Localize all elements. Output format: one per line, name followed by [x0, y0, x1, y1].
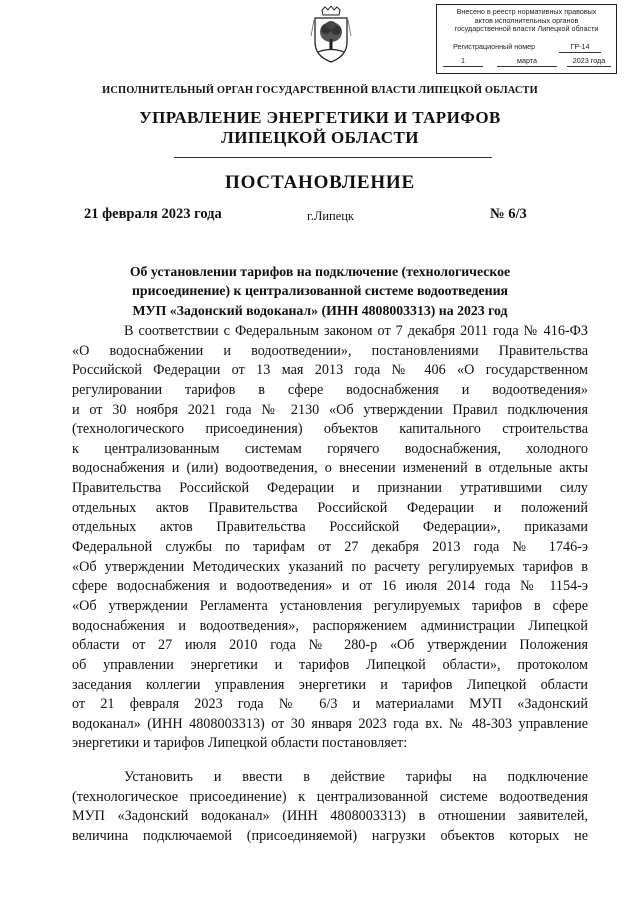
text-line: «Об утверждении Методических указаний по расчету регулируемых тарифов в	[72, 558, 588, 575]
paragraph-preamble	[72, 322, 588, 754]
text-line: области от 27 июля 2010 года № 280-р «Об утверждении Положения	[72, 637, 588, 654]
text-line: энергетики и тарифов Липецкой области постановляет:	[72, 735, 408, 752]
document-number: № 6/3	[490, 206, 527, 222]
text-line: «О водоснабжении и водоотведении», постановлениями Правительства	[72, 342, 588, 359]
text-line: отдельных актов Правительства Российской Федерации и положений	[72, 499, 588, 516]
text-line: заседания коллегии управления энергетики и тарифов Липецкой области	[72, 676, 588, 693]
stamp-line-1: Внесено в реестр нормативных правовых	[456, 7, 597, 16]
header-divider	[174, 157, 492, 158]
text-line: величина подключаемой (присоединяемой) нагрузки объектов которых не	[72, 827, 588, 844]
document-date: 21 февраля 2023 года	[84, 206, 222, 222]
department-name-line-2: ЛИПЕЦКОЙ ОБЛАСТИ	[221, 128, 419, 147]
text-line: об управлении энергетики и тарифов Липецкой области», протоколом	[72, 656, 588, 673]
stamp-year: 2023 года	[567, 57, 611, 67]
text-line: и от 30 ноября 2021 года № 2130 «Об утверждении Правил подключения	[72, 401, 588, 418]
text-line: (технологического присоединения) объектов капитального строительства	[72, 421, 588, 438]
coat-of-arms-icon	[310, 6, 352, 64]
authority-name: ИСПОЛНИТЕЛЬНЫЙ ОРГАН ГОСУДАРСТВЕННОЙ ВЛАСТИ ЛИПЕЦКОЙ ОБЛАСТИ	[102, 85, 538, 96]
text-line: к централизованным системам горячего водоснабжения, холодного	[72, 440, 588, 457]
title-line: присоединение) к централизованной системе водоотведения	[131, 283, 509, 299]
title-line: Об установлении тарифов на подключение (технологическое	[129, 264, 511, 279]
text-line: Российской Федерации от 13 мая 2013 года № 406 «О государственном	[72, 362, 588, 379]
text-line: водоснабжения и водоотведения», распоряжением администрации Липецкой	[72, 617, 588, 634]
text-line: Установить и ввести в действие тарифы на подключение	[124, 769, 588, 785]
text-line: водоснабжения и (или) водоотведения, о внесении изменений в отдельные акты	[72, 460, 588, 477]
stamp-reg-number: ГР-14	[559, 43, 601, 53]
title-line: МУП «Задонский водоканал» (ИНН 4808003313) на 2023 год	[132, 302, 508, 318]
document-type: ПОСТАНОВЛЕНИЕ	[225, 172, 415, 193]
registry-stamp	[436, 4, 617, 74]
document-title	[80, 262, 560, 320]
document-city: г.Липецк	[307, 209, 355, 223]
text-line: Федеральной службы по тарифам от 27 декабря 2013 года № 1746-э	[72, 539, 588, 556]
department-name-line-1: УПРАВЛЕНИЕ ЭНЕРГЕТИКИ И ТАРИФОВ	[139, 108, 501, 127]
text-line: В соответствии с Федеральным законом от 7 декабря 2011 года № 416-ФЗ	[124, 323, 588, 339]
text-line: регулировании тарифов в сфере водоснабжения и водоотведения»	[72, 381, 588, 398]
stamp-reg-label: Регистрационный номер	[453, 42, 536, 51]
text-line: водоканал» (ИНН 4808003313) от 30 января 2023 года вх. № 48-303 управление	[72, 715, 588, 732]
text-line: Правительства Российской Федерации и признании утратившими силу	[72, 480, 588, 497]
stamp-month: марта	[497, 57, 557, 67]
stamp-line-2: актов исполнительных органов	[474, 15, 579, 25]
text-line: «Об утверждении Регламента установления регулируемых тарифов в сфере	[72, 597, 588, 614]
stamp-line-3: государственной власти Липецкой области	[454, 24, 599, 34]
text-line: (технологическое присоединение) к централизованной системе водоотведения	[72, 788, 588, 805]
text-line: сфере водоснабжения и водоотведения» и от 16 июля 2014 года № 1154-э	[72, 578, 588, 595]
text-line: от 21 февраля 2023 года № 6/3 и материалами МУП «Задонский	[72, 696, 588, 713]
text-line: отдельных актов Правительства Российской Федерации», приказами	[72, 519, 588, 536]
paragraph-resolution	[72, 768, 588, 847]
stamp-day: 1	[443, 57, 483, 67]
text-line: МУП «Задонский водоканал» (ИНН 4808003313) в отношении заявителей,	[72, 808, 588, 825]
